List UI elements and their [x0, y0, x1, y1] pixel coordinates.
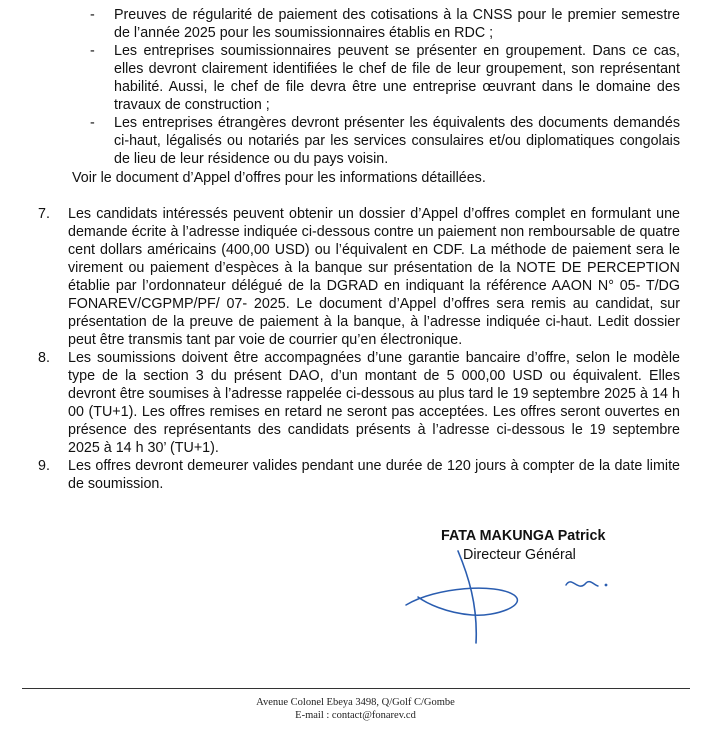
bullet-marker: - — [90, 7, 95, 23]
bullet-text: Les entreprises soumissionnaires peuvent se présenter en groupement. Dans ce cas, elles devront clairement identifiées le chef de file de leur groupement, son représentant habilité. Aussi, le chef de file devra être une entreprise œuvrant dans le domaine des travaux de construction ; — [114, 43, 680, 113]
numbered-paragraph-7 — [38, 205, 680, 349]
page-footer — [0, 696, 711, 722]
bullet-item — [90, 6, 680, 42]
signature-stroke — [406, 588, 517, 615]
bullet-text: Preuves de régularité de paiement des cotisations à la CNSS pour le premier semestre de l’année 2025 pour les soumissionnaires établis en RDC ; — [114, 7, 680, 41]
requirements-bullet-list — [90, 6, 680, 168]
bullet-marker: - — [90, 115, 95, 131]
paragraph-text: Les offres devront demeurer valides pendant une durée de 120 jours à compter de la date limite de soumission. — [68, 458, 680, 492]
bullet-item — [90, 114, 680, 168]
numbered-paragraph-8 — [38, 349, 680, 457]
paragraph-number: 9. — [38, 458, 50, 474]
handwritten-signature — [396, 545, 626, 650]
bullet-marker: - — [90, 43, 95, 59]
signatory-title: Directeur Général — [463, 547, 576, 563]
footer-address: Avenue Colonel Ebeya 3498, Q/Golf C/Gombe — [256, 697, 455, 708]
numbered-paragraph-9 — [38, 457, 680, 493]
paragraph-number: 8. — [38, 350, 50, 366]
footer-divider — [22, 688, 690, 689]
bullet-item — [90, 42, 680, 114]
paragraph-text: Les soumissions doivent être accompagnées d’une garantie bancaire d’offre, selon le modèle type de la section 3 du présent DAO, d’un montant de 5 000,00 USD ou équivalent. Elles devront être soumises à l’adresse rappelée ci-dessous au plus tard le 19 septembre 2025 à 14 h 00 (TU+1). Les offres remises en retard ne seront pas acceptées. Les offres seront ouvertes en présence des représentants des candidats présents à l’adresse ci-dessous le 19 septembre 2025 à 14 h 30’ (TU+1). — [68, 350, 680, 456]
signature-stroke — [458, 551, 476, 643]
paragraph-number: 7. — [38, 206, 50, 222]
bullet-text: Les entreprises étrangères devront présenter les équivalents des documents demandés ci-haut, légalisés ou notariés par les services consulaires et/ou diplomatiques congolais de lieu de leur résidence ou du pays voisin. — [114, 115, 680, 167]
signature-dot — [605, 584, 608, 587]
signature-stroke — [566, 582, 598, 586]
details-note: Voir le document d’Appel d’offres pour les informations détaillées. — [72, 170, 486, 186]
signatory-name: FATA MAKUNGA Patrick — [441, 528, 606, 544]
footer-email: E-mail : contact@fonarev.cd — [295, 710, 416, 721]
paragraph-text: Les candidats intéressés peuvent obtenir un dossier d’Appel d’offres complet en formulant une demande écrite à l’adresse indiquée ci-dessous contre un paiement non remboursable de quatre cent dollars américains (400,00 USD) ou l’équivalent en CDF. La méthode de paiement sera le virement ou paiement d’espèces à la banque sur présentation de la NOTE DE PERCEPTION établie par l’ordonnateur délégué de la DGRAD en indiquant la référence AAON N° 05- T/DG FONAREV/CGPMP/PF/ 07- 2025. Le document d’Appel d’offres sera remis au candidat, sur présentation de la preuve de paiement à la banque, à l’adresse indiquée ci-haut. Ledit dossier peut être transmis tant par voie de courrier qu’en électronique. — [68, 206, 680, 348]
